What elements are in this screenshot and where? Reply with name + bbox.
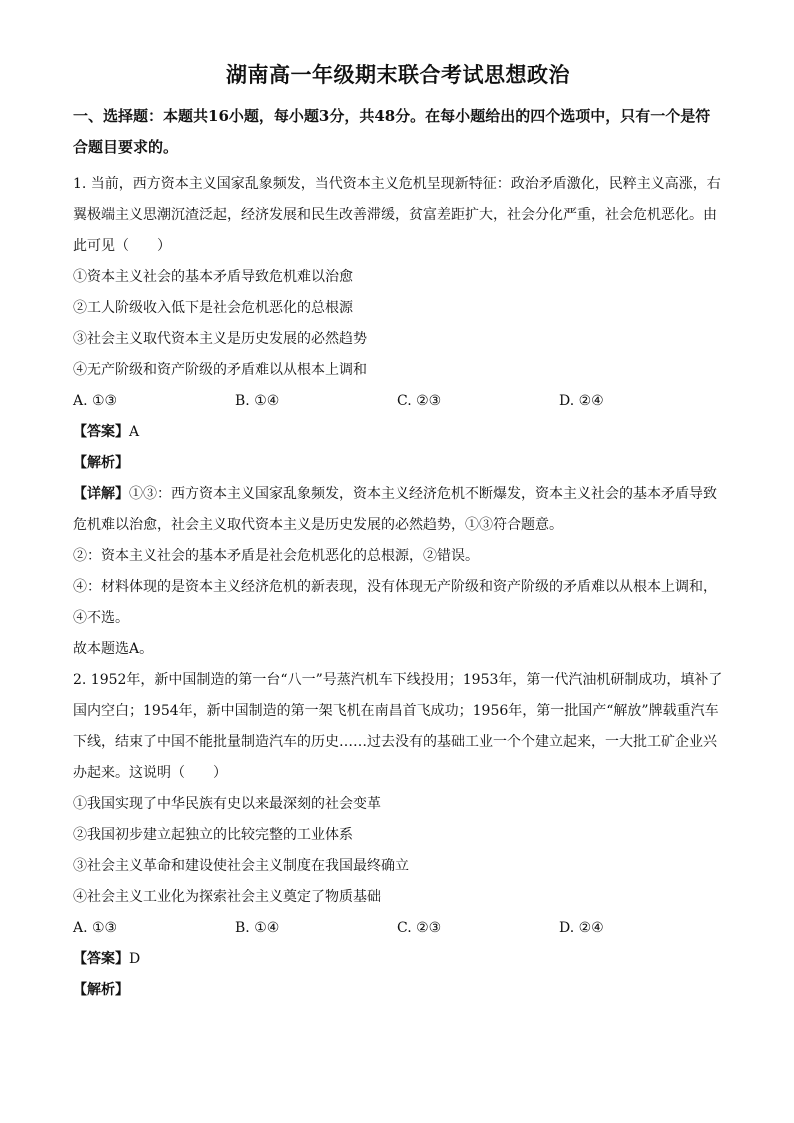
question-stem: 1. 当前，西方资本主义国家乱象频发，当代资本主义危机呈现新特征：政治矛盾激化，民粹主义高涨，右翼极端主义思潮沉渣泛起，经济发展和民生改善滞缓，贫富差距扩大，社会分化严重，社会危机恶化。由此可见（ ） [73, 176, 721, 254]
analysis-line [73, 975, 723, 1006]
option-a: A. ①③ [73, 920, 118, 936]
option-b: B. ①④ [235, 920, 280, 936]
analysis-line [73, 448, 723, 479]
statement-item: ①我国实现了中华民族有史以来最深刻的社会变革 [73, 796, 381, 812]
document-page [73, 60, 723, 1006]
option-c: C. ②③ [397, 920, 442, 936]
option-d: D. ②④ [559, 920, 604, 936]
answer-line [73, 417, 723, 448]
page-title: 湖南高一年级期末联合考试思想政治 [226, 62, 570, 87]
section-heading: 一、选择题：本题共16小题，每小题3分，共48分。在每小题给出的四个选项中，只有一个是符合题目要求的。 [73, 107, 711, 156]
option-c: C. ②③ [397, 393, 442, 409]
detail-line: ④：材料体现的是资本主义经济危机的新表现，没有体现无产阶级和资产阶级的矛盾难以从根本上调和，④不选。 [73, 579, 717, 626]
statement-item: ④社会主义工业化为探索社会主义奠定了物质基础 [73, 889, 381, 905]
statement-item: ③社会主义革命和建设使社会主义制度在我国最终确立 [73, 858, 409, 874]
statement-item: ①资本主义社会的基本矛盾导致危机难以治愈 [73, 269, 353, 285]
question-1 [73, 169, 723, 665]
analysis-label: 【解析】 [73, 982, 129, 998]
statement-item: ②我国初步建立起独立的比较完整的工业体系 [73, 827, 353, 843]
question-stem: 2. 1952年，新中国制造的第一台“八一”号蒸汽机车下线投用；1953年，第一代汽油机研制成功，填补了国内空白；1954年，新中国制造的第一架飞机在南昌首飞成功；1956年，第一批国产“解放”牌载重汽车下线，结束了中国不能批量制造汽车的历史……过去没有的基础工业一个个建立起来，一大批工矿企业兴办起来。这说明（ ） [73, 672, 723, 781]
statement-item: ④无产阶级和资产阶级的矛盾难以从根本上调和 [73, 362, 367, 378]
option-b: B. ①④ [235, 393, 280, 409]
option-d: D. ②④ [559, 393, 604, 409]
options-row [73, 913, 723, 944]
answer-label: 【答案】 [73, 424, 129, 440]
answer-value: D [129, 951, 141, 967]
analysis-label: 【解析】 [73, 455, 129, 471]
question-2 [73, 665, 723, 1006]
answer-value: A [129, 424, 140, 440]
statement-item: ③社会主义取代资本主义是历史发展的必然趋势 [73, 331, 367, 347]
detail-line: ②：资本主义社会的基本矛盾是社会危机恶化的总根源，②错误。 [73, 548, 479, 564]
options-row [73, 386, 723, 417]
detail-text: ①③：西方资本主义国家乱象频发，资本主义经济危机不断爆发，资本主义社会的基本矛盾导致危机难以治愈，社会主义取代资本主义是历史发展的必然趋势，①③符合题意。 [73, 486, 717, 533]
statement-item: ②工人阶级收入低下是社会危机恶化的总根源 [73, 300, 353, 316]
option-a: A. ①③ [73, 393, 118, 409]
detail-line: 故本题选A。 [73, 641, 154, 657]
detail-label: 【详解】 [73, 486, 129, 502]
detail-line [73, 479, 723, 541]
answer-label: 【答案】 [73, 951, 129, 967]
answer-line [73, 944, 723, 975]
